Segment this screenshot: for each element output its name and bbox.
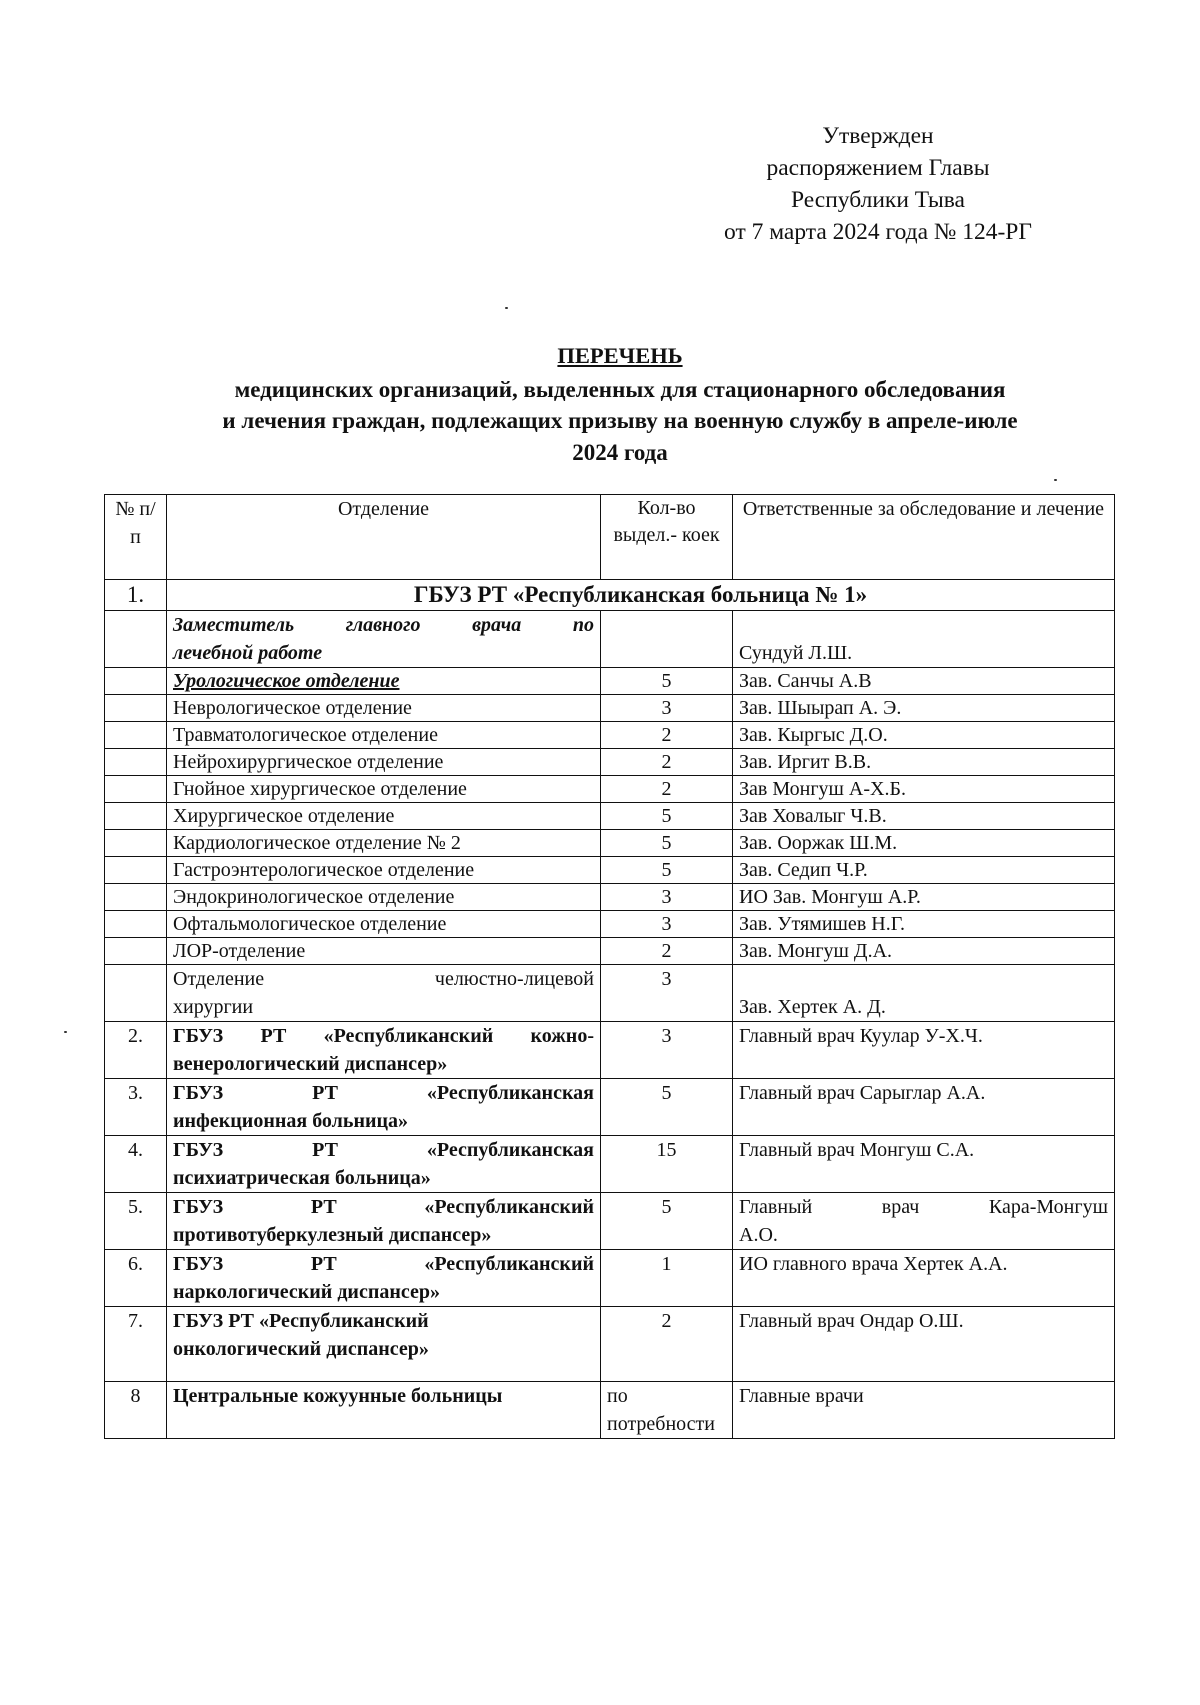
header-responsible: Ответственные за обследование и лечение xyxy=(733,495,1115,580)
responsible-line: Главный врач Куулар У-Х.Ч. xyxy=(739,1025,983,1047)
beds-cell: 5 xyxy=(601,668,733,695)
responsible-cell: Сундуй Л.Ш. xyxy=(733,611,1115,668)
beds-cell: 5 xyxy=(601,1193,733,1250)
responsible-cell: Зав. Санчы А.В xyxy=(733,668,1115,695)
responsible-cell xyxy=(733,1079,1115,1136)
beds-cell: 3 xyxy=(601,884,733,911)
department-cell: Нейрохирургическое отделение xyxy=(167,749,601,776)
title-line: и лечения граждан, подлежащих призыву на военную службу в апреле-июле xyxy=(222,408,1018,433)
responsible-cell xyxy=(733,1250,1115,1307)
organization-cell xyxy=(167,1022,601,1079)
row-num: 2. xyxy=(105,1022,167,1079)
approval-line: от 7 марта 2024 года № 124-РГ xyxy=(724,219,1032,245)
table-row xyxy=(105,803,1115,830)
department-line: Отделение челюстно-лицевой xyxy=(173,968,594,990)
document-title xyxy=(105,340,1135,468)
department-cell: Офтальмологическое отделение xyxy=(167,911,601,938)
responsible-cell: Зав. Кыргыс Д.О. xyxy=(733,722,1115,749)
responsible-cell xyxy=(733,1022,1115,1079)
header-department: Отделение xyxy=(167,495,601,580)
responsible-line: Главный врач Монгуш С.А. xyxy=(739,1139,975,1161)
table-row xyxy=(105,776,1115,803)
department-line: хирургии xyxy=(173,996,254,1018)
beds-cell xyxy=(601,1382,733,1439)
beds-cell: 3 xyxy=(601,695,733,722)
beds-cell: 5 xyxy=(601,830,733,857)
table-row xyxy=(105,1250,1115,1307)
department-cell: Гастроэнтерологическое отделение xyxy=(167,857,601,884)
responsible-cell: Зав. Ооржак Ш.М. xyxy=(733,830,1115,857)
organization-line: венерологический диспансер» xyxy=(173,1053,448,1075)
responsible-line: А.О. xyxy=(739,1224,778,1246)
table-header-row xyxy=(105,495,1115,580)
beds-cell: 2 xyxy=(601,1307,733,1382)
beds-cell: 2 xyxy=(601,938,733,965)
organization-cell xyxy=(167,1250,601,1307)
organization-cell xyxy=(167,1079,601,1136)
organization-cell xyxy=(167,1307,601,1382)
responsible-cell: Зав Монгуш А-Х.Б. xyxy=(733,776,1115,803)
beds-cell: 5 xyxy=(601,803,733,830)
table-row xyxy=(105,911,1115,938)
department-cell xyxy=(167,965,601,1022)
responsible-cell: Зав. Седип Ч.Р. xyxy=(733,857,1115,884)
organization-line: психиатрическая больница» xyxy=(173,1167,431,1189)
organization-line: инфекционная больница» xyxy=(173,1110,409,1132)
department-cell: Неврологическое отделение xyxy=(167,695,601,722)
organization-line: ГБУЗ РТ «Республиканский кожно- xyxy=(173,1025,594,1047)
responsible-cell xyxy=(733,1136,1115,1193)
table-row xyxy=(105,1307,1115,1382)
table-row xyxy=(105,1382,1115,1439)
department-cell: Эндокринологическое отделение xyxy=(167,884,601,911)
responsible-cell: ИО Зав. Монгуш А.Р. xyxy=(733,884,1115,911)
table-row xyxy=(105,857,1115,884)
table-row xyxy=(105,749,1115,776)
beds-cell: 2 xyxy=(601,722,733,749)
row-num: 5. xyxy=(105,1193,167,1250)
table-row xyxy=(105,1079,1115,1136)
row-num: 1. xyxy=(105,580,167,611)
row-num: 4. xyxy=(105,1136,167,1193)
table-row xyxy=(105,1193,1115,1250)
organization-line: онкологический диспансер» xyxy=(173,1338,429,1360)
approval-line: Республики Тыва xyxy=(791,187,965,213)
responsible-cell: Зав. Шыырап А. Э. xyxy=(733,695,1115,722)
title-line: медицинских организаций, выделенных для стационарного обследования xyxy=(234,376,1006,402)
row-num: 8 xyxy=(105,1382,167,1439)
organization-line: ГБУЗ РТ «Республиканский xyxy=(173,1196,594,1218)
scan-speck xyxy=(64,1031,67,1033)
row-num: 7. xyxy=(105,1307,167,1382)
responsible-cell: Зав. Хертек А. Д. xyxy=(733,965,1115,1022)
department-line: лечебной работе xyxy=(173,642,323,664)
header-num: № п/п xyxy=(105,495,167,580)
section-row xyxy=(105,580,1115,611)
responsible-cell: Главные врачи xyxy=(733,1382,1115,1439)
table-row xyxy=(105,938,1115,965)
organization-line: ГБУЗ РТ «Республиканский xyxy=(173,1310,429,1332)
table-row xyxy=(105,830,1115,857)
beds-cell: 5 xyxy=(601,1079,733,1136)
department-cell: Гнойное хирургическое отделение xyxy=(167,776,601,803)
title-line: 2024 года xyxy=(572,439,668,465)
table-row xyxy=(105,965,1115,1022)
responsible-line: Главный врач Кара-Монгуш xyxy=(739,1196,1108,1218)
approval-line: Утвержден xyxy=(822,123,934,149)
beds-cell: 3 xyxy=(601,911,733,938)
responsible-cell: Зав. Монгуш Д.А. xyxy=(733,938,1115,965)
organizations-table xyxy=(104,494,1115,1439)
beds-cell: 1 xyxy=(601,1250,733,1307)
responsible-cell: Зав. Утямишев Н.Г. xyxy=(733,911,1115,938)
department-cell: Урологическое отделение xyxy=(167,668,601,695)
section-title: ГБУЗ РТ «Республиканская больница № 1» xyxy=(167,580,1115,611)
department-cell: Кардиологическое отделение № 2 xyxy=(167,830,601,857)
organization-cell xyxy=(167,1193,601,1250)
department-cell: Хирургическое отделение xyxy=(167,803,601,830)
table-row xyxy=(105,695,1115,722)
table-row xyxy=(105,884,1115,911)
table-row xyxy=(105,1136,1115,1193)
department-line: Заместитель главного врача по xyxy=(173,614,594,636)
approval-stamp xyxy=(668,120,1088,248)
organization-cell: Центральные кожуунные больницы xyxy=(167,1382,601,1439)
organization-line: ГБУЗ РТ «Республиканский xyxy=(173,1253,594,1275)
row-num: 6. xyxy=(105,1250,167,1307)
organization-line: противотуберкулезный диспансер» xyxy=(173,1224,492,1246)
responsible-cell: Зав. Иргит В.В. xyxy=(733,749,1115,776)
table-row xyxy=(105,611,1115,668)
department-cell: ЛОР-отделение xyxy=(167,938,601,965)
scan-speck xyxy=(505,307,508,309)
organization-cell xyxy=(167,1136,601,1193)
beds-cell: 2 xyxy=(601,749,733,776)
responsible-line: ИО главного врача Хертек А.А. xyxy=(739,1253,1008,1275)
department-cell: Травматологическое отделение xyxy=(167,722,601,749)
beds-line: потребности xyxy=(607,1413,715,1435)
department-cell xyxy=(167,611,601,668)
beds-cell: 15 xyxy=(601,1136,733,1193)
responsible-cell xyxy=(733,1307,1115,1382)
header-beds: Кол-во выдел.- коек xyxy=(601,495,733,580)
responsible-cell: Зав Ховалыг Ч.В. xyxy=(733,803,1115,830)
table-row xyxy=(105,668,1115,695)
beds-line: по xyxy=(607,1385,628,1407)
responsible-cell xyxy=(733,1193,1115,1250)
organization-line: наркологический диспансер» xyxy=(173,1281,441,1303)
responsible-line: Главный врач Сарыглар А.А. xyxy=(739,1082,986,1104)
table-row xyxy=(105,722,1115,749)
organization-line: ГБУЗ РТ «Республиканская xyxy=(173,1139,594,1161)
scan-speck xyxy=(1054,479,1057,481)
organization-line: ГБУЗ РТ «Республиканская xyxy=(173,1082,594,1104)
title-heading: ПЕРЕЧЕНЬ xyxy=(557,343,683,368)
approval-line: распоряжением Главы xyxy=(766,155,990,181)
beds-cell: 3 xyxy=(601,965,733,1022)
responsible-line: Главный врач Ондар О.Ш. xyxy=(739,1310,964,1332)
row-num: 3. xyxy=(105,1079,167,1136)
beds-cell: 3 xyxy=(601,1022,733,1079)
beds-cell: 5 xyxy=(601,857,733,884)
beds-cell: 2 xyxy=(601,776,733,803)
table-row xyxy=(105,1022,1115,1079)
